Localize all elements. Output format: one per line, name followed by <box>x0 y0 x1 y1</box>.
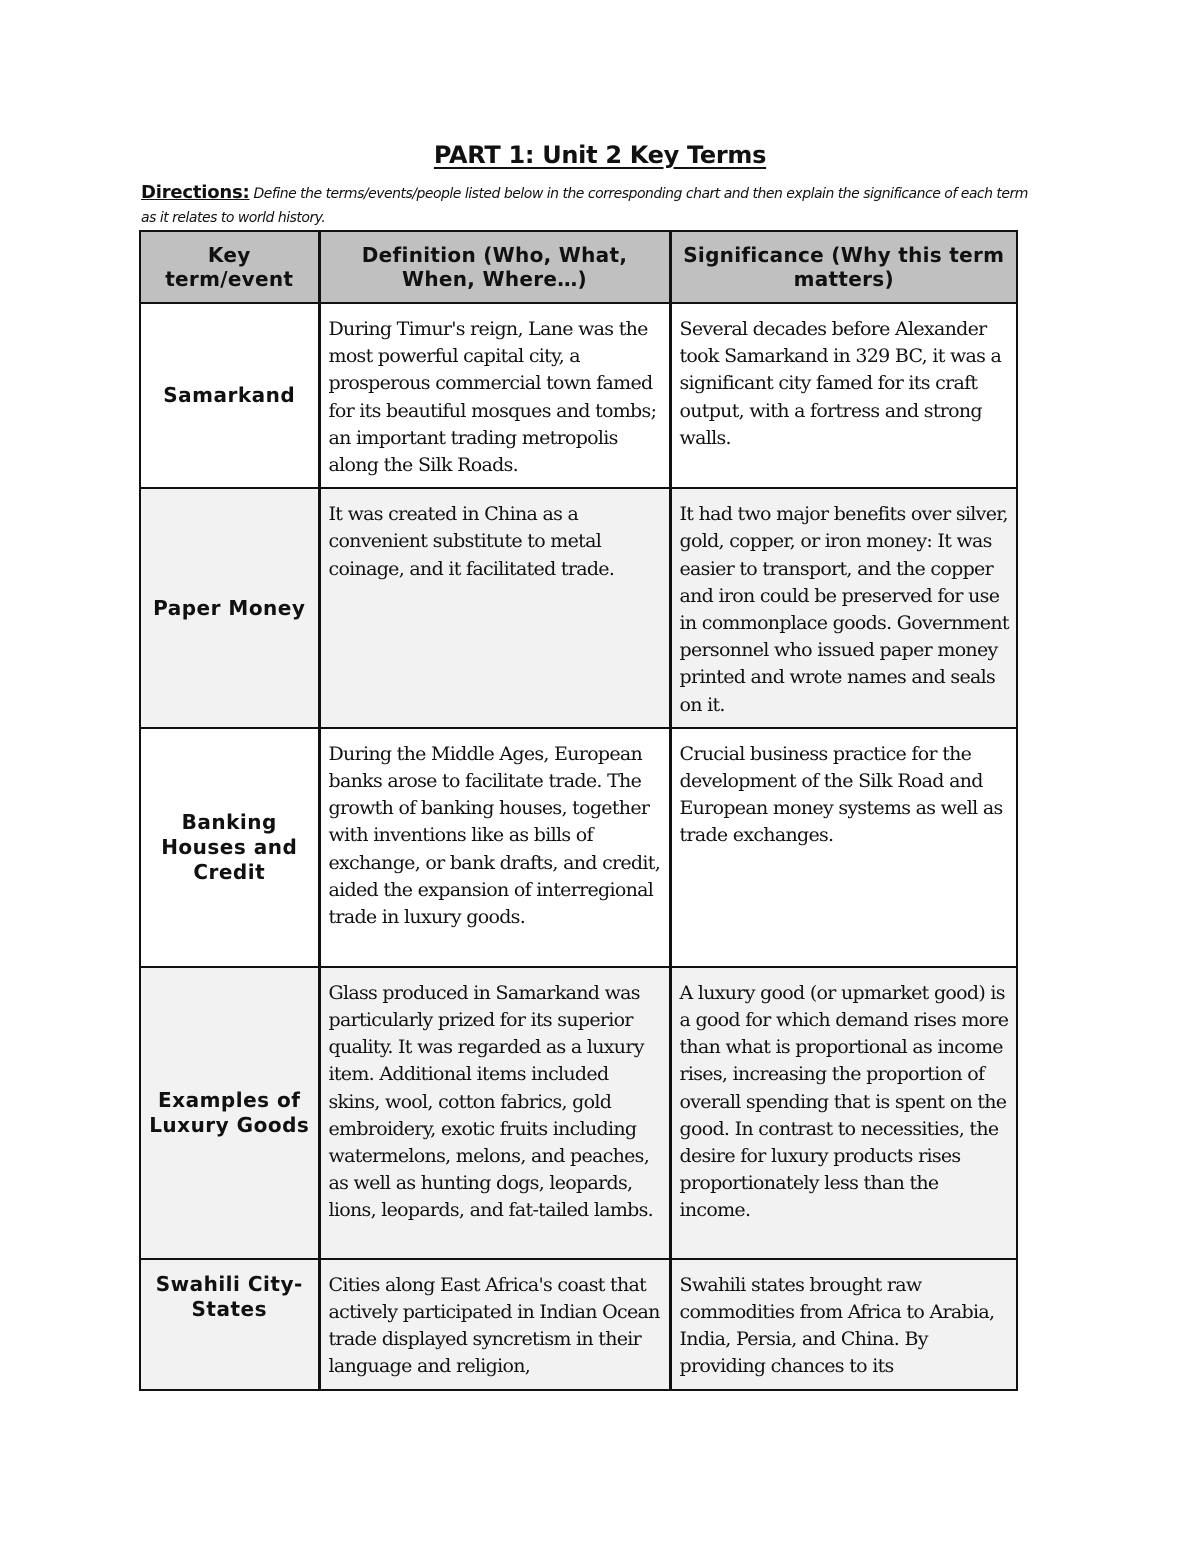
term-cell: Examples of Luxury Goods <box>140 967 319 1259</box>
significance-cell: A luxury good (or upmarket good) is a good for which demand rises more than what is proportional as income rises, increasing the proportion of overall spending that is spent on the good. In contrast to necessities, the desire for luxury products rises proportionately less than the income. <box>670 967 1017 1259</box>
significance-cell: Crucial business practice for the development of the Silk Road and European money systems as well as trade exchanges. <box>670 728 1017 967</box>
significance-cell: Swahili states brought raw commodities from Africa to Arabia, India, Persia, and China. By providing chances to its <box>670 1259 1017 1390</box>
definition-cell: During the Middle Ages, European banks arose to facilitate trade. The growth of banking houses, together with inventions like as bills of exchange, or bank drafts, and credit, aided the expansion of interregional trade in luxury goods. <box>319 728 670 967</box>
directions <box>141 181 1046 230</box>
table-row <box>140 1259 1017 1390</box>
table-row <box>140 488 1017 728</box>
table-row <box>140 728 1017 967</box>
directions-label: Directions: <box>141 182 250 203</box>
term-cell: Samarkand <box>140 303 319 488</box>
definition-cell: It was created in China as a convenient substitute to metal coinage, and it facilitated trade. <box>319 488 670 728</box>
definition-cell: Cities along East Africa's coast that actively participated in Indian Ocean trade displayed syncretism in their language and religion, <box>319 1259 670 1390</box>
directions-text: Define the terms/events/people listed below in the corresponding chart and then explain the significance of each term as it relates to world history. <box>141 186 1028 226</box>
term-cell: Paper Money <box>140 488 319 728</box>
definition-cell: During Timur's reign, Lane was the most powerful capital city, a prosperous commercial town famed for its beautiful mosques and tombs; an important trading metropolis along the Silk Roads. <box>319 303 670 488</box>
key-terms-table <box>139 230 1018 1391</box>
definition-cell: Glass produced in Samarkand was particularly prized for its superior quality. It was regarded as a luxury item. Additional items included skins, wool, cotton fabrics, gold embroidery, exotic fruits including watermelons, melons, and peaches, as well as hunting dogs, leopards, lions, leopards, and fat-tailed lambs. <box>319 967 670 1259</box>
header-key-term: Key term/event <box>140 231 319 303</box>
header-definition: Definition (Who, What, When, Where…) <box>319 231 670 303</box>
significance-cell: It had two major benefits over silver, gold, copper, or iron money: It was easier to transport, and the copper and iron could be preserved for use in commonplace goods. Government personnel who issued paper money printed and wrote names and seals on it. <box>670 488 1017 728</box>
table-row <box>140 303 1017 488</box>
table-row <box>140 967 1017 1259</box>
page-title: PART 1: Unit 2 Key Terms <box>433 141 767 169</box>
header-significance: Significance (Why this term matters) <box>670 231 1017 303</box>
significance-cell: Several decades before Alexander took Samarkand in 329 BC, it was a significant city famed for its craft output, with a fortress and strong walls. <box>670 303 1017 488</box>
table-header-row <box>140 231 1017 303</box>
term-cell: Banking Houses and Credit <box>140 728 319 967</box>
term-cell: Swahili City-States <box>140 1259 319 1390</box>
